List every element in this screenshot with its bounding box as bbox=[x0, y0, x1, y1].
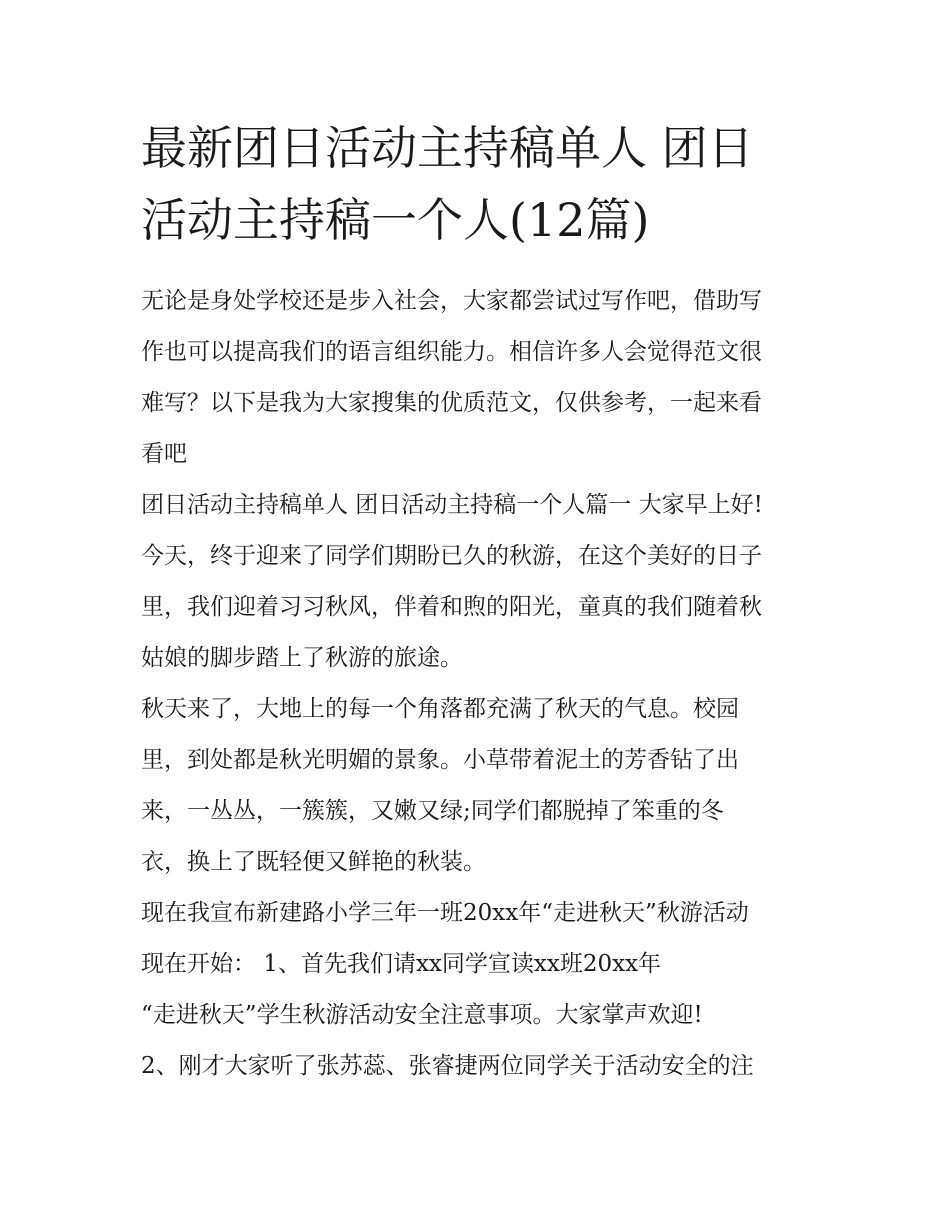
document-content bbox=[141, 112, 813, 1092]
paragraph-greeting bbox=[141, 480, 813, 684]
title-line: 最新团日活动主持稿单人 团日 bbox=[141, 121, 754, 175]
text-line: 看吧 bbox=[141, 441, 187, 467]
text-line: 里，我们迎着习习秋风，伴着和煦的阳光，童真的我们随着秋 bbox=[141, 594, 762, 620]
paragraph-announcement bbox=[141, 888, 813, 1041]
document-body bbox=[141, 276, 813, 1092]
text-line: 难写？以下是我为大家搜集的优质范文，仅供参考，一起来看 bbox=[141, 390, 762, 416]
text-line: 现在我宣布新建路小学三年一班20xx年“走进秋天”秋游活动 bbox=[141, 900, 749, 926]
text-line: 2、刚才大家听了张苏蕊、张睿捷两位同学关于活动安全的注 bbox=[141, 1053, 754, 1079]
text-line: 里，到处都是秋光明媚的景象。小草带着泥土的芳香钻了出 bbox=[141, 747, 739, 773]
text-line: 衣，换上了既轻便又鲜艳的秋装。 bbox=[141, 849, 486, 875]
title-line: 活动主持稿一个人(12篇) bbox=[141, 193, 650, 247]
text-line: 今天，终于迎来了同学们期盼已久的秋游，在这个美好的日子 bbox=[141, 543, 762, 569]
text-line: 姑娘的脚步踏上了秋游的旅途。 bbox=[141, 645, 463, 671]
text-line: 秋天来了，大地上的每一个角落都充满了秋天的气息。校园 bbox=[141, 696, 739, 722]
text-line: 无论是身处学校还是步入社会，大家都尝试过写作吧，借助写 bbox=[141, 288, 762, 314]
text-line: 现在开始： 1、首先我们请xx同学宣读xx班20xx年 bbox=[141, 951, 662, 977]
text-line: 作也可以提高我们的语言组织能力。相信许多人会觉得范文很 bbox=[141, 339, 762, 365]
text-line: “走进秋天”学生秋游活动安全注意事项。大家掌声欢迎! bbox=[141, 1002, 703, 1028]
text-line: 团日活动主持稿单人 团日活动主持稿一个人篇一 大家早上好! bbox=[141, 492, 763, 518]
paragraph-intro bbox=[141, 276, 813, 480]
paragraph-autumn bbox=[141, 684, 813, 888]
paragraph-safety bbox=[141, 1041, 813, 1092]
text-line: 来，一丛丛，一簇簇，又嫩又绿;同学们都脱掉了笨重的冬 bbox=[141, 798, 724, 824]
document-title bbox=[141, 112, 813, 256]
